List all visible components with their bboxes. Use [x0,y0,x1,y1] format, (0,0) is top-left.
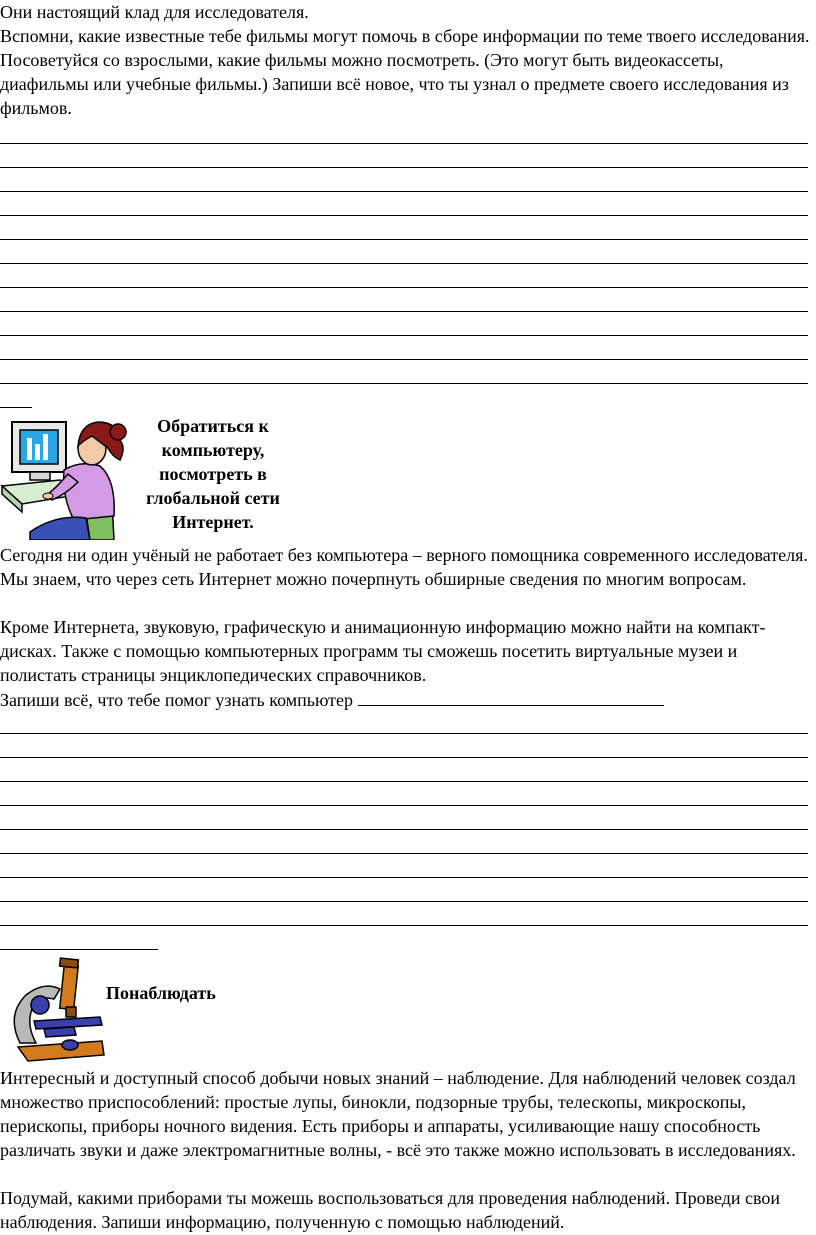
answer-line[interactable] [0,359,808,360]
answer-line[interactable] [0,263,808,264]
answer-line[interactable] [0,191,808,192]
observe-paragraph-2: Подумай, какими приборами ты можешь воспользоваться для проведения наблюдений. Проведи свои наблюдения. Запиши информацию, полученную с помощью наблюдений. [0,1188,781,1232]
computer-paragraph-2: Кроме Интернета, звуковую, графическую и анимационную информацию можно найти на компакт-дисках. Также с помощью компьютерных программ ты сможешь посетить виртуальные музеи и полистать страницы энциклопедических справочников. [0,617,766,685]
observe-paragraph-1: Интересный и доступный способ добычи новых знаний – наблюдение. Для наблюдений человек создал множество приспособлений: простые лупы, бинокли, подзорные трубы, телескопы, микроскопы, перископы, приборы ночного видения. Есть приборы и аппараты, усиливающие нашу способность различать звуки и даже электромагнитные волны, - всё это также можно использовать в исследованиях. [0,1068,796,1160]
computer-prompt-line [0,687,816,712]
answer-line[interactable] [0,167,808,168]
computer-user-icon [0,408,130,540]
answer-line[interactable] [0,901,808,902]
answer-line[interactable] [0,383,808,384]
answer-line[interactable] [0,805,808,806]
answer-line[interactable] [0,853,808,854]
answer-line-end [0,949,158,950]
answer-line[interactable] [0,781,808,782]
answer-line[interactable] [0,829,808,830]
answer-line[interactable] [0,925,808,926]
films-intro-line: Они настоящий клад для исследователя. [0,2,309,22]
computer-prompt-blank[interactable] [358,687,664,706]
microscope-icon [4,955,108,1063]
answer-line[interactable] [0,335,808,336]
answer-line[interactable] [0,287,808,288]
answer-line[interactable] [0,239,808,240]
answer-line[interactable] [0,757,808,758]
answer-line[interactable] [0,733,808,734]
answer-line[interactable] [0,877,808,878]
computer-paragraph-1: Сегодня ни один учёный не работает без компьютера – верного помощника современного исследователя. Мы знаем, что через сеть Интернет можно почерпнуть обширные сведения по многим вопросам. [0,545,808,589]
computer-heading: Обратиться к компьютеру, посмотреть в глобальной сети Интернет. [146,416,280,532]
computer-prompt: Запиши всё, что тебе помог узнать компьютер [0,690,354,710]
answer-line[interactable] [0,215,808,216]
answer-line[interactable] [0,143,808,144]
answer-line[interactable] [0,311,808,312]
observe-heading: Понаблюдать [106,983,216,1003]
films-task-text: Вспомни, какие известные тебе фильмы могут помочь в сборе информации по теме твоего исследования. Посоветуйся со взрослыми, какие фильмы можно посмотреть. (Это могут быть видеокассеты, диафильмы или учебные фильмы.) Запиши всё новое, что ты узнал о предмете своего исследования из фильмов. [0,26,810,118]
